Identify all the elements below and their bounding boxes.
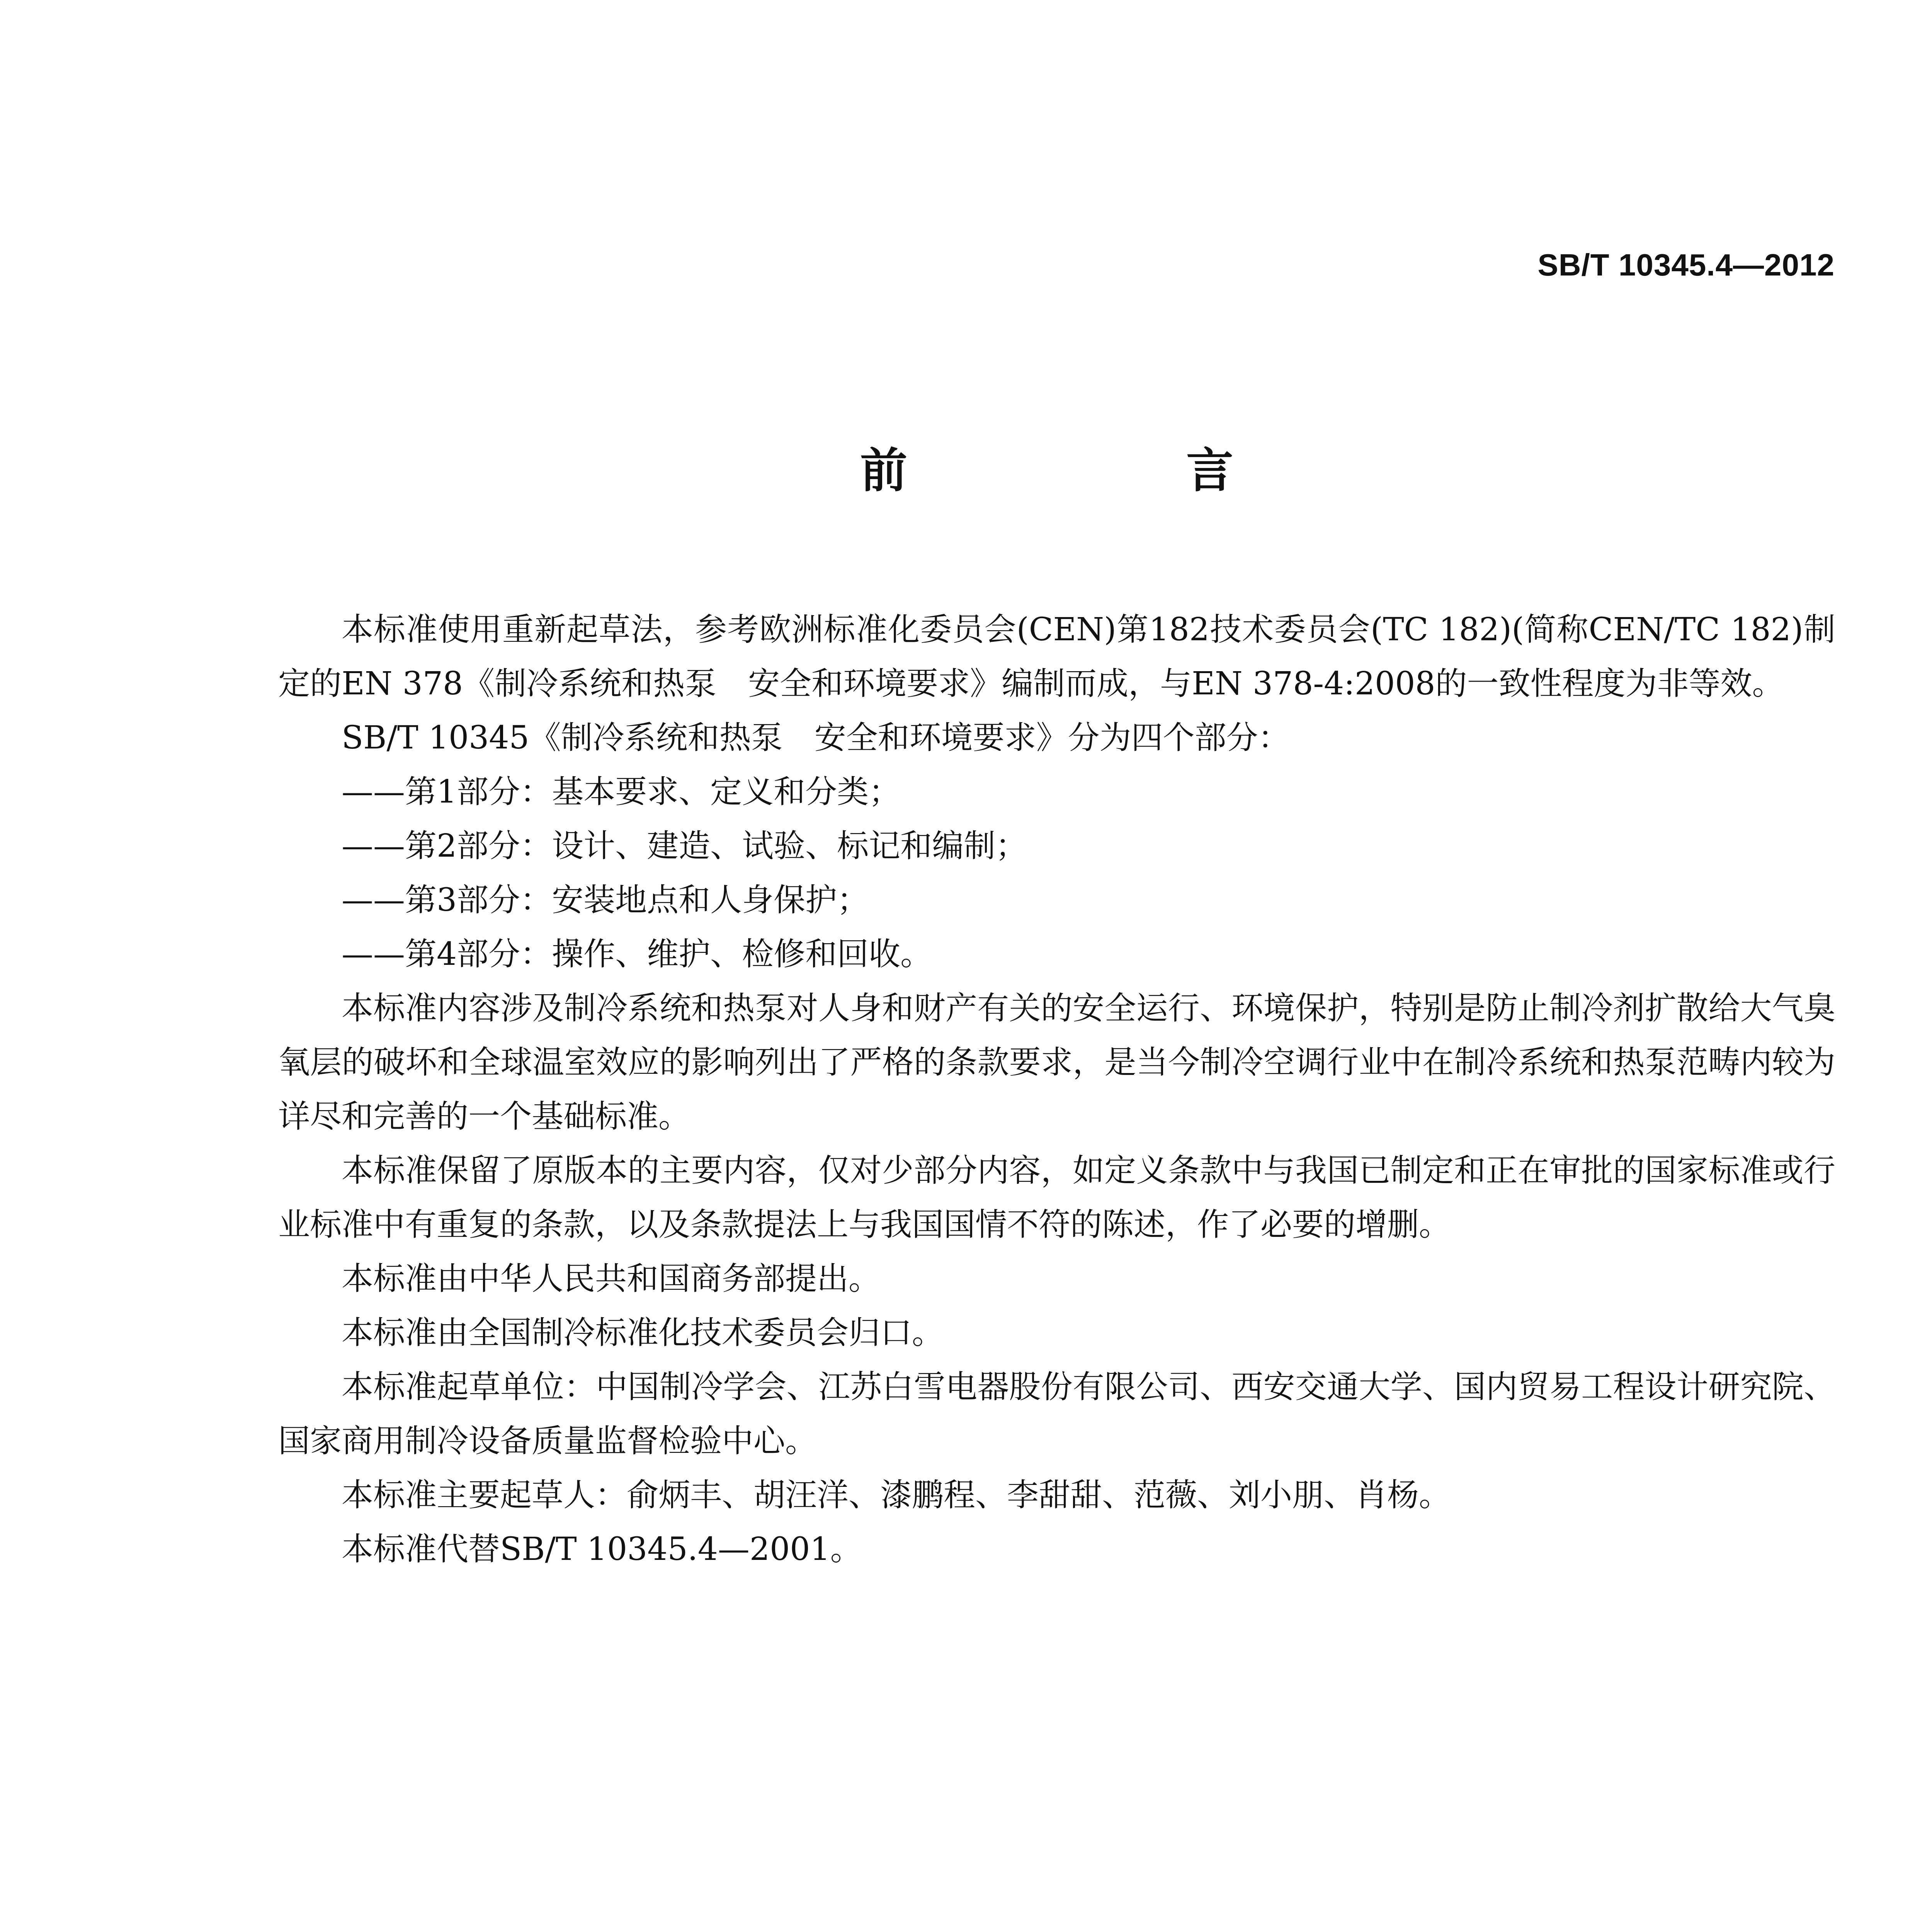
list-item-part-3: ——第3部分：安装地点和人身保护； <box>342 882 869 918</box>
paragraph-replaces: 本标准代替SB/T 10345.4—2001。 <box>342 1531 862 1568</box>
standard-code: SB/T 10345.4—2012 <box>1537 248 1835 282</box>
paragraph-content-scope: 本标准内容涉及制冷系统和热泵对人身和财产有关的安全运行、环境保护，特别是防止制冷剂扩散给大气臭氧层的破坏和全球温室效应的影响列出了严格的条款要求，是当今制冷空调行业中在制冷系统和热泵范畴内较为详尽和完善的一个基础标准。 <box>278 990 1835 1135</box>
paragraph-drafting-method: 本标准使用重新起草法，参考欧洲标准化委员会(CEN)第182技术委员会(TC 182)(简称CEN/TC 182)制定的EN 378《制冷系统和热泵 安全和环境要求》编制而成，与EN 378-4:2008的一致性程度为非等效。 <box>278 611 1835 702</box>
paragraph-proposer: 本标准由中华人民共和国商务部提出。 <box>342 1260 881 1297</box>
list-item-part-2: ——第2部分：设计、建造、试验、标记和编制； <box>342 828 1027 864</box>
paragraph-revisions: 本标准保留了原版本的主要内容，仅对少部分内容，如定义条款中与我国已制定和正在审批的国家标准或行业标准中有重复的条款，以及条款提法上与我国国情不符的陈述，作了必要的增删。 <box>278 1152 1835 1243</box>
paragraph-drafting-units: 本标准起草单位：中国制冷学会、江苏白雪电器股份有限公司、西安交通大学、国内贸易工程设计研究院、国家商用制冷设备质量监督检验中心。 <box>278 1369 1835 1459</box>
list-item-part-1: ——第1部分：基本要求、定义和分类； <box>342 774 901 810</box>
paragraph-drafters: 本标准主要起草人：俞炳丰、胡汪洋、漆鹏程、李甜甜、范薇、刘小朋、肖杨。 <box>342 1477 1451 1514</box>
list-item-part-4: ——第4部分：操作、维护、检修和回收。 <box>342 936 932 973</box>
paragraph-committee: 本标准由全国制冷标准化技术委员会归口。 <box>342 1315 944 1351</box>
paragraph-parts-intro: SB/T 10345《制冷系统和热泵 安全和环境要求》分为四个部分： <box>342 719 1290 756</box>
page-title: 前 言 <box>860 443 1349 498</box>
foreword-body <box>278 603 1835 1577</box>
